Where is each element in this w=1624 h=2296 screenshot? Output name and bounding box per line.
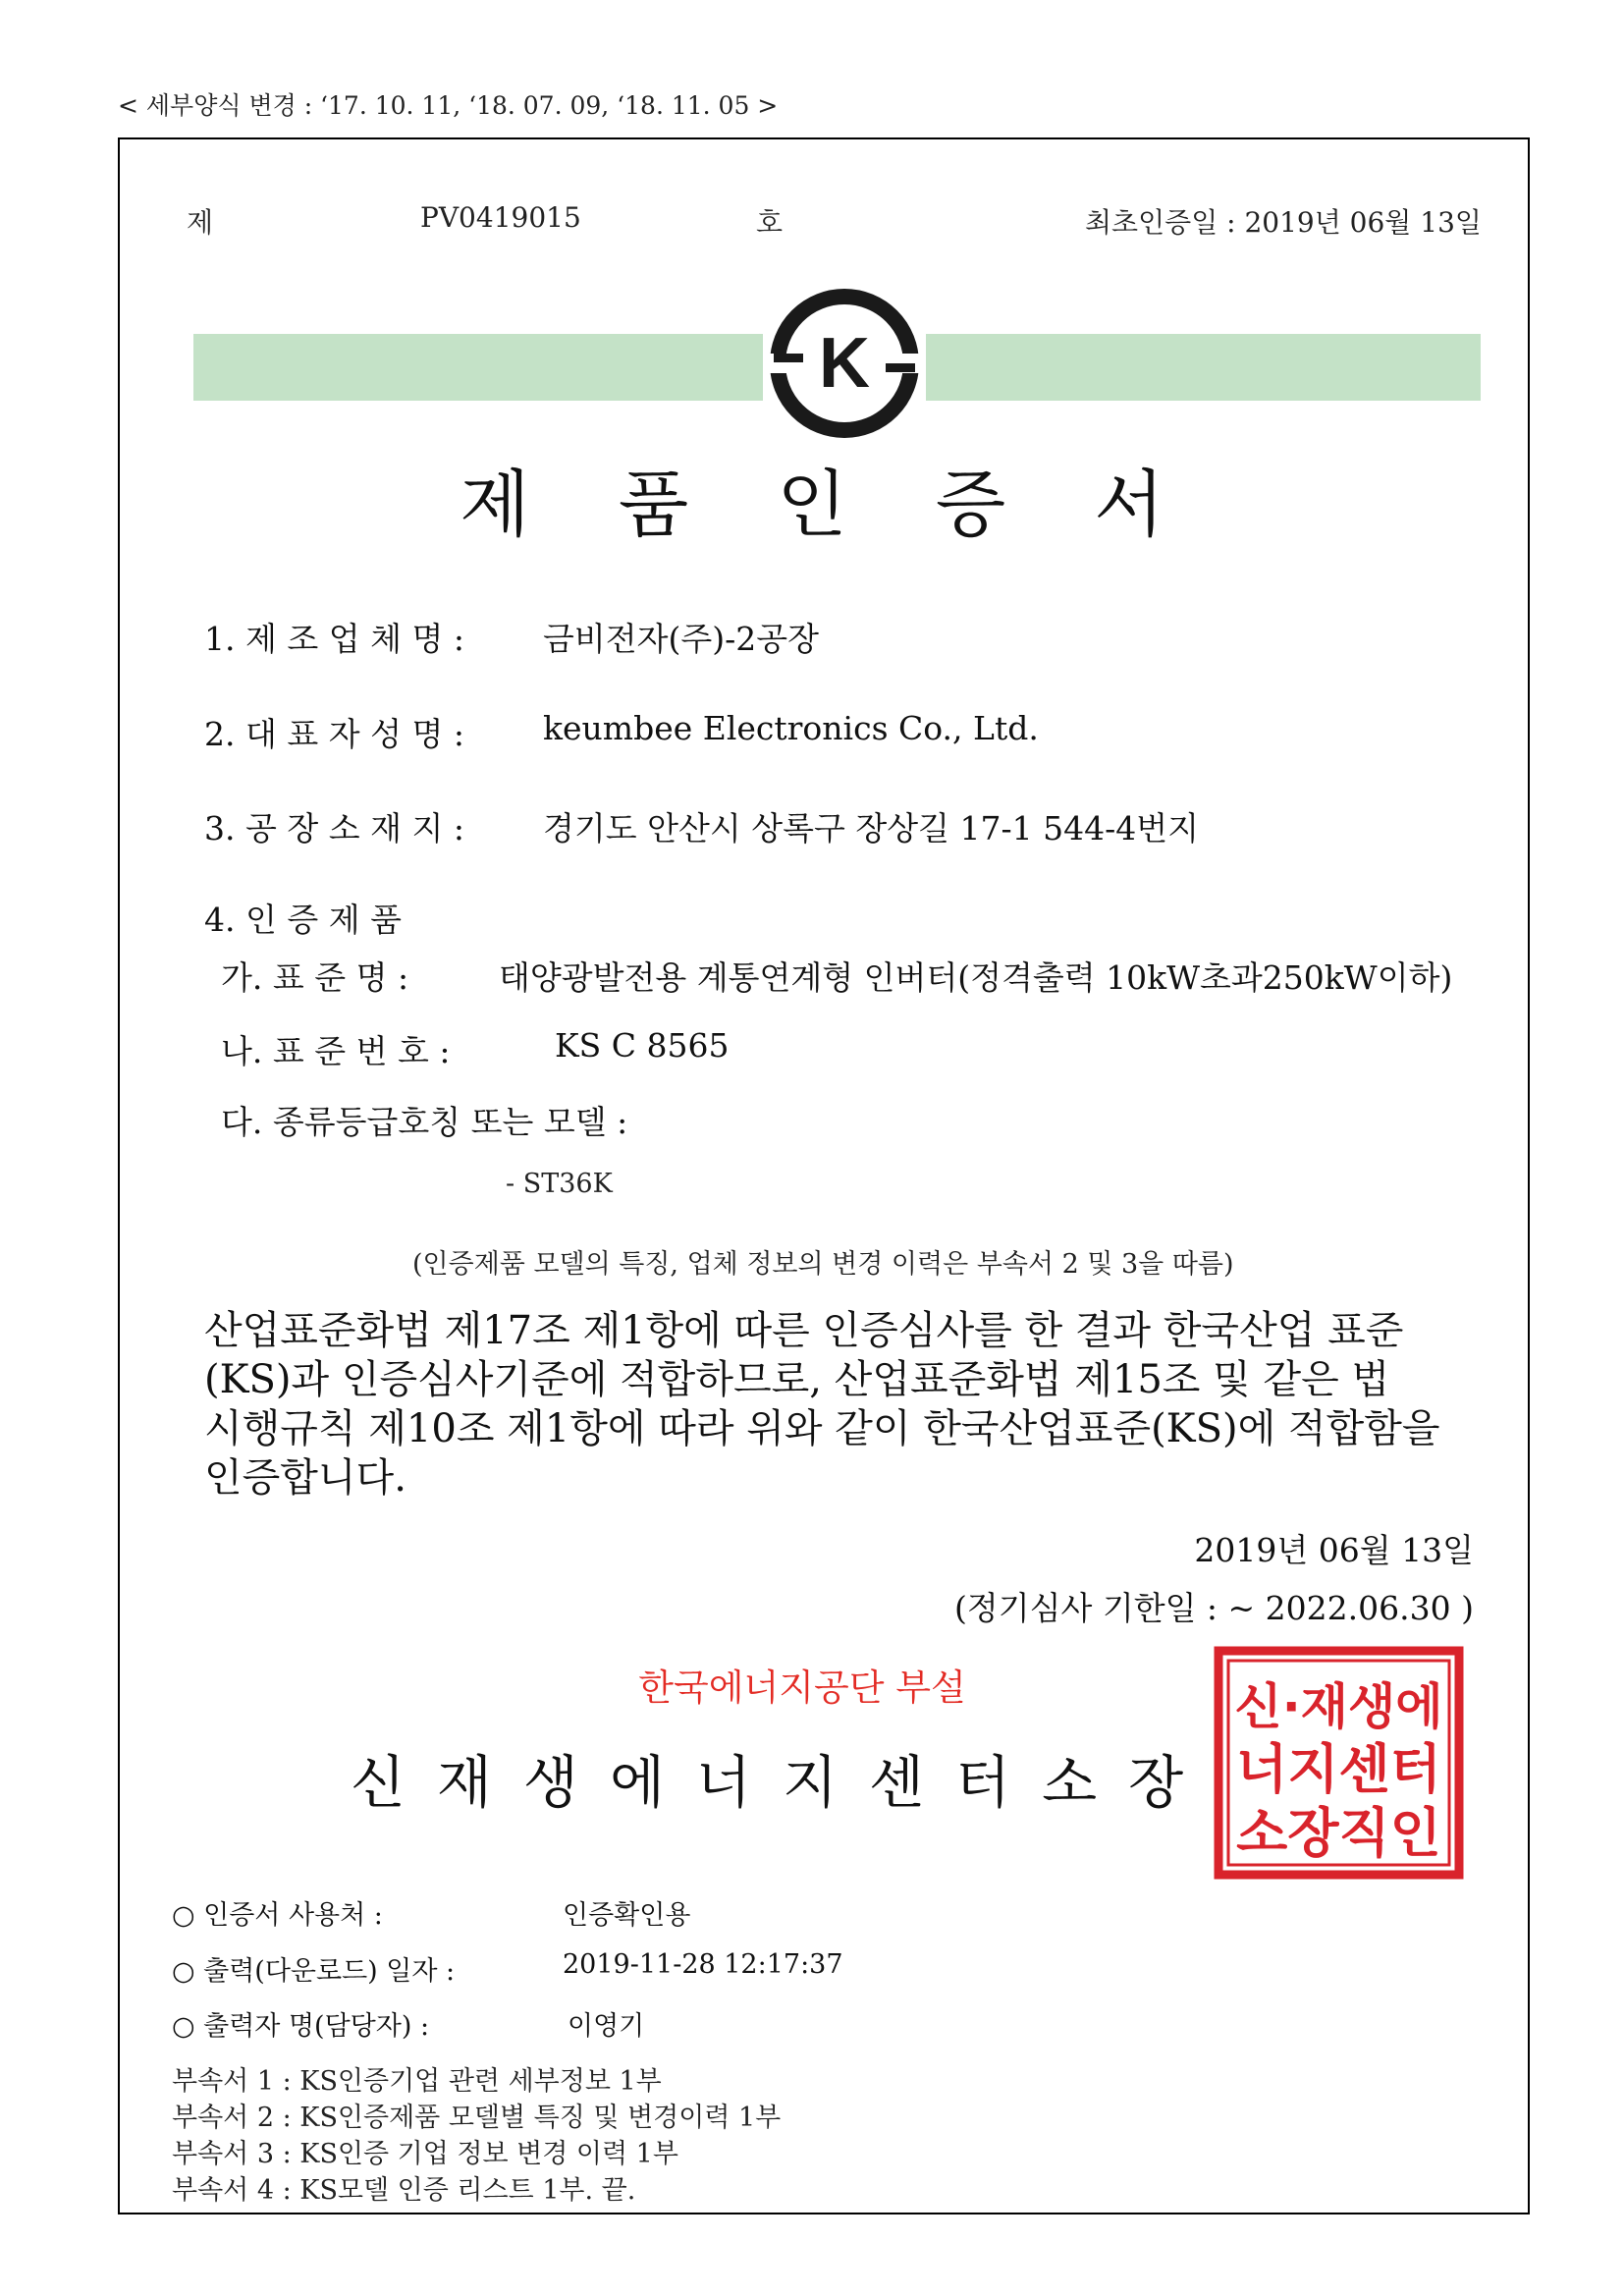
annex-item: 부속서 4 : KS모델 인증 리스트 1부. 끝. xyxy=(172,2175,636,2206)
statement-line-1: 산업표준화법 제17조 제1항에 따른 인증심사를 한 결과 한국산업 표준 xyxy=(204,1308,1404,1353)
standard-name-label: 가. 표 준 명 : xyxy=(221,958,409,997)
product-heading: 4. 인 증 제 품 xyxy=(204,901,402,939)
issue-date: 2019년 06월 13일 xyxy=(1194,1531,1474,1569)
first-cert-date: 최초인증일 : 2019년 06월 13일 xyxy=(1085,206,1482,239)
cert-number-prefix: 제 xyxy=(187,206,214,239)
cert-number-suffix: 호 xyxy=(756,206,784,239)
issuer-title: 신재생에너지센터소장 xyxy=(350,1749,1216,1816)
reference-note: (인증제품 모델의 특징, 업체 정보의 변경 이력은 부속서 2 및 3을 따름) xyxy=(412,1249,1234,1280)
download-date-value: 2019-11-28 12:17:37 xyxy=(563,1949,843,1980)
usage-purpose-value: 인증확인용 xyxy=(563,1900,691,1931)
factory-location-label: 3. 공 장 소 재 지 : xyxy=(204,809,464,847)
seal-text-1: 신·재생에 xyxy=(1234,1678,1443,1735)
ks-mark-letter: K xyxy=(819,324,870,403)
annex-item: 부속서 3 : KS인증 기업 정보 변경 이력 1부 xyxy=(172,2139,678,2169)
header-band-right xyxy=(926,334,1481,401)
header-band-left xyxy=(193,334,763,401)
printer-value: 이영기 xyxy=(568,2011,645,2042)
representative-value: keumbee Electronics Co., Ltd. xyxy=(543,709,1039,747)
statement-line-4: 인증합니다. xyxy=(204,1455,406,1501)
certificate-title: 제품인증서 xyxy=(460,463,1253,547)
review-deadline: (정기심사 기한일 : ~ 2022.06.30 ) xyxy=(953,1589,1474,1627)
representative-label: 2. 대 표 자 성 명 : xyxy=(204,715,464,753)
revision-note: < 세부양식 변경 : ‘17. 10. 11, ‘18. 07. 09, ‘18. 11. 05 > xyxy=(118,91,779,120)
model-value: - ST36K xyxy=(506,1169,613,1199)
standard-number-label: 나. 표 준 번 호 : xyxy=(221,1032,451,1070)
issuer-organization: 한국에너지공단 부설 xyxy=(638,1667,966,1709)
seal-text-2: 너지센터 xyxy=(1236,1738,1441,1800)
download-date-label: ○ 출력(다운로드) 일자 : xyxy=(172,1956,456,1987)
printer-label: ○ 출력자 명(담당자) : xyxy=(172,2011,430,2042)
standard-name-value: 태양광발전용 계통연계형 인버터(정격출력 10kW초과250kW이하) xyxy=(499,958,1453,997)
model-label: 다. 종류등급호칭 또는 모델 : xyxy=(221,1103,628,1141)
official-seal xyxy=(1213,1645,1465,1881)
ks-mark-icon xyxy=(766,285,923,442)
annex-item: 부속서 2 : KS인증제품 모델별 특징 및 변경이력 1부 xyxy=(172,2103,782,2133)
cert-number: PV0419015 xyxy=(420,201,581,234)
usage-purpose-label: ○ 인증서 사용처 : xyxy=(172,1900,383,1931)
manufacturer-label: 1. 제 조 업 체 명 : xyxy=(204,620,464,658)
statement-line-2: (KS)과 인증심사기준에 적합하므로, 산업표준화법 제15조 및 같은 법 xyxy=(204,1357,1390,1402)
annex-item: 부속서 1 : KS인증기업 관련 세부정보 1부 xyxy=(172,2066,662,2097)
manufacturer-value: 금비전자(주)-2공장 xyxy=(543,620,820,658)
seal-text-3: 소장직인 xyxy=(1236,1802,1441,1864)
standard-number-value: KS C 8565 xyxy=(555,1026,730,1065)
factory-location-value: 경기도 안산시 상록구 장상길 17-1 544-4번지 xyxy=(543,809,1200,847)
statement-line-3: 시행규칙 제10조 제1항에 따라 위와 같이 한국산업표준(KS)에 적합함을 xyxy=(204,1406,1440,1451)
